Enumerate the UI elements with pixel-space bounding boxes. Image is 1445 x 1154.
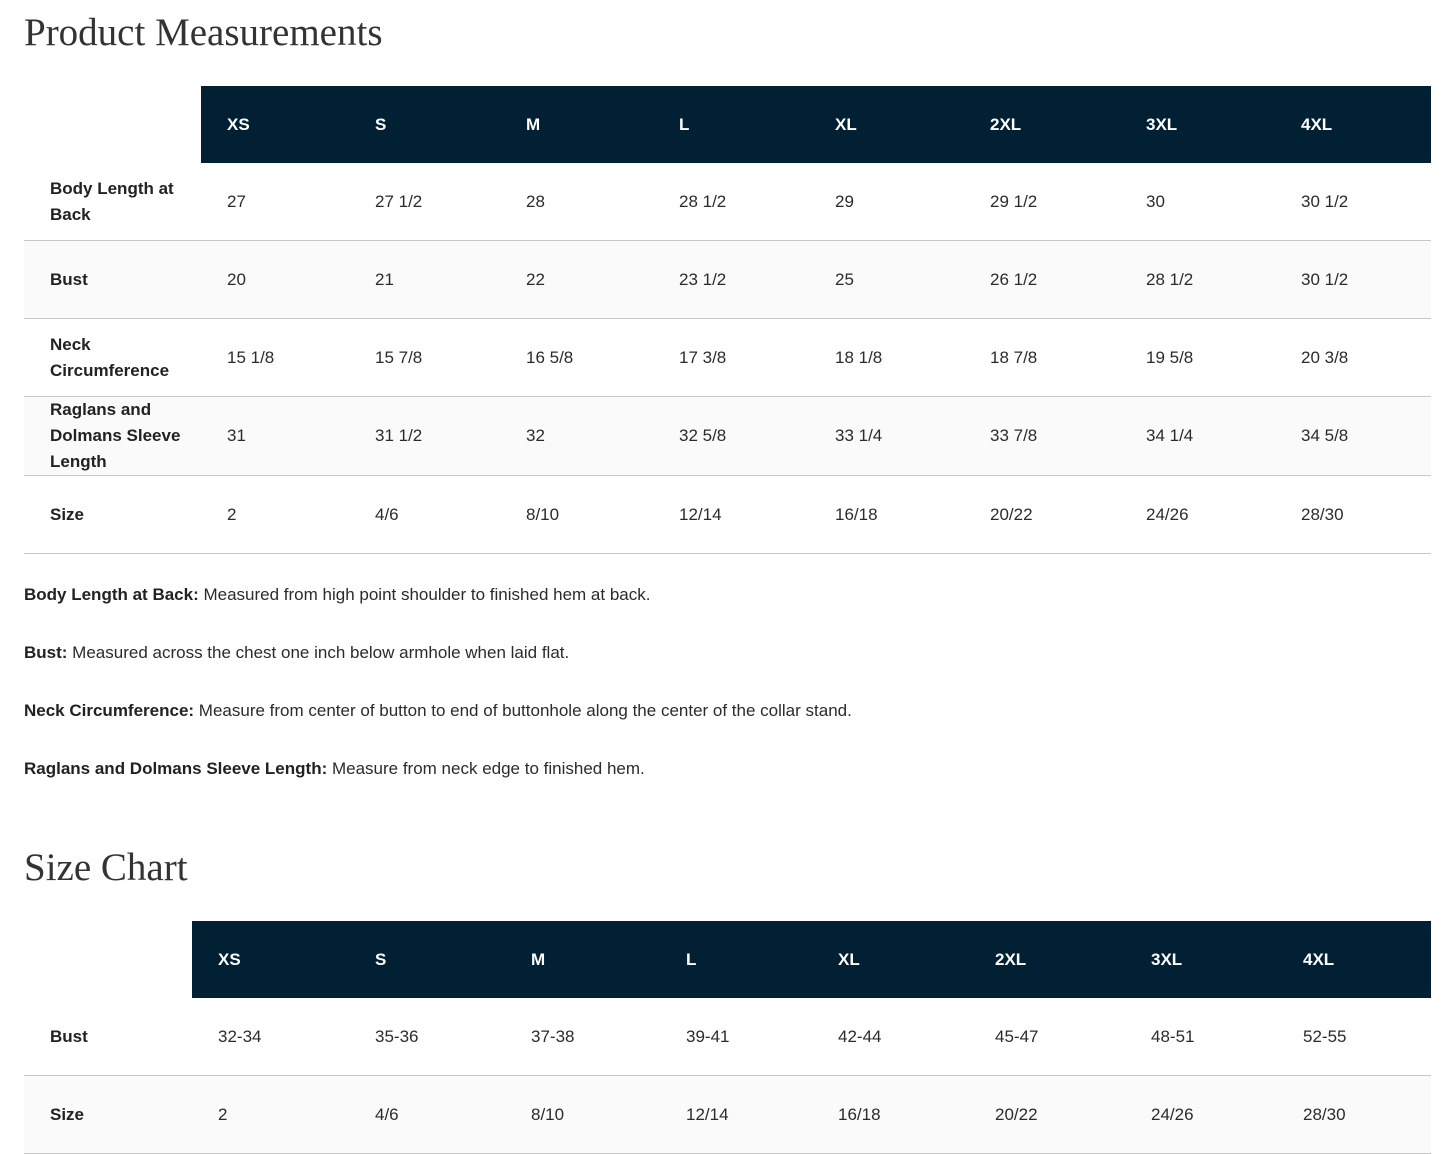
note-sleeve-length (24, 756, 1431, 814)
size-header-m: M (505, 921, 660, 998)
note-term: Raglans and Dolmans Sleeve Length: (24, 759, 328, 778)
table-row-bust (24, 241, 1431, 319)
table-cell: 20/22 (969, 1076, 1125, 1154)
size-header-s: S (349, 921, 505, 998)
table-cell: 29 (809, 163, 964, 241)
table-cell: 35-36 (349, 998, 505, 1076)
table-cell: 15 7/8 (349, 319, 500, 397)
table-cell: 28/30 (1277, 1076, 1431, 1154)
row-label: Size (24, 1076, 192, 1154)
table-cell: 8/10 (500, 476, 653, 554)
table-cell: 32 (500, 397, 653, 476)
table-cell: 26 1/2 (964, 241, 1120, 319)
table-cell: 16 5/8 (500, 319, 653, 397)
row-label: Neck Circumference (24, 319, 201, 397)
table-cell: 19 5/8 (1120, 319, 1275, 397)
table-row-bust (24, 998, 1431, 1076)
row-label: Bust (24, 998, 192, 1076)
size-header-2xl: 2XL (964, 86, 1120, 163)
measurement-notes (24, 582, 1431, 814)
size-header-2xl: 2XL (969, 921, 1125, 998)
note-term: Body Length at Back: (24, 585, 199, 604)
size-header-xs: XS (201, 86, 349, 163)
table-cell: 28 (500, 163, 653, 241)
header-corner-cell (24, 86, 201, 163)
size-header-l: L (653, 86, 809, 163)
note-body-length (24, 582, 1431, 640)
note-text: Measure from neck edge to finished hem. (327, 759, 645, 778)
table-cell: 31 (201, 397, 349, 476)
table-row-size (24, 1076, 1431, 1154)
note-text: Measure from center of button to end of buttonhole along the center of the collar stand. (194, 701, 852, 720)
table-cell: 16/18 (809, 476, 964, 554)
table-cell: 17 3/8 (653, 319, 809, 397)
table-row-size (24, 476, 1431, 554)
table-cell: 42-44 (812, 998, 969, 1076)
note-bust (24, 640, 1431, 698)
table-cell: 15 1/8 (201, 319, 349, 397)
table-header-row (24, 86, 1431, 163)
row-label: Body Length at Back (24, 163, 201, 241)
table-cell: 18 7/8 (964, 319, 1120, 397)
table-cell: 29 1/2 (964, 163, 1120, 241)
table-cell: 30 1/2 (1275, 241, 1431, 319)
table-cell: 2 (201, 476, 349, 554)
size-header-s: S (349, 86, 500, 163)
table-cell: 52-55 (1277, 998, 1431, 1076)
table-cell: 27 (201, 163, 349, 241)
table-row-sleeve-length (24, 397, 1431, 476)
note-text: Measured from high point shoulder to finished hem at back. (198, 585, 651, 604)
table-cell: 34 5/8 (1275, 397, 1431, 476)
size-header-4xl: 4XL (1275, 86, 1431, 163)
table-cell: 24/26 (1125, 1076, 1277, 1154)
table-cell: 25 (809, 241, 964, 319)
table-cell: 20/22 (964, 476, 1120, 554)
table-cell: 4/6 (349, 476, 500, 554)
table-row-neck-circumference (24, 319, 1431, 397)
table-cell: 48-51 (1125, 998, 1277, 1076)
size-chart-table (24, 921, 1431, 1154)
note-term: Bust: (24, 643, 68, 662)
table-cell: 24/26 (1120, 476, 1275, 554)
table-cell: 32-34 (192, 998, 349, 1076)
table-cell: 32 5/8 (653, 397, 809, 476)
table-cell: 28 1/2 (653, 163, 809, 241)
table-cell: 28 1/2 (1120, 241, 1275, 319)
table-cell: 21 (349, 241, 500, 319)
table-cell: 33 1/4 (809, 397, 964, 476)
table-cell: 30 (1120, 163, 1275, 241)
table-cell: 12/14 (653, 476, 809, 554)
row-label: Bust (24, 241, 201, 319)
size-header-4xl: 4XL (1277, 921, 1431, 998)
table-cell: 2 (192, 1076, 349, 1154)
table-cell: 12/14 (660, 1076, 812, 1154)
size-header-l: L (660, 921, 812, 998)
table-cell: 20 (201, 241, 349, 319)
table-cell: 34 1/4 (1120, 397, 1275, 476)
table-cell: 27 1/2 (349, 163, 500, 241)
product-measurements-table (24, 86, 1431, 554)
table-cell: 28/30 (1275, 476, 1431, 554)
table-cell: 4/6 (349, 1076, 505, 1154)
table-cell: 8/10 (505, 1076, 660, 1154)
size-header-m: M (500, 86, 653, 163)
size-header-xs: XS (192, 921, 349, 998)
size-header-xl: XL (809, 86, 964, 163)
table-cell: 37-38 (505, 998, 660, 1076)
size-header-xl: XL (812, 921, 969, 998)
row-label: Raglans and Dolmans Sleeve Length (24, 397, 201, 476)
table-cell: 16/18 (812, 1076, 969, 1154)
row-label: Size (24, 476, 201, 554)
note-text: Measured across the chest one inch below armhole when laid flat. (67, 643, 570, 662)
table-cell: 30 1/2 (1275, 163, 1431, 241)
table-header-row (24, 921, 1431, 998)
table-row-body-length (24, 163, 1431, 241)
table-cell: 45-47 (969, 998, 1125, 1076)
product-measurements-title: Product Measurements (24, 11, 383, 54)
note-neck-circumference (24, 698, 1431, 756)
table-cell: 39-41 (660, 998, 812, 1076)
header-corner-cell (24, 921, 192, 998)
size-header-3xl: 3XL (1125, 921, 1277, 998)
table-cell: 22 (500, 241, 653, 319)
table-cell: 20 3/8 (1275, 319, 1431, 397)
size-header-3xl: 3XL (1120, 86, 1275, 163)
size-chart-title: Size Chart (24, 846, 188, 889)
table-cell: 31 1/2 (349, 397, 500, 476)
table-cell: 23 1/2 (653, 241, 809, 319)
table-cell: 33 7/8 (964, 397, 1120, 476)
note-term: Neck Circumference: (24, 701, 195, 720)
table-cell: 18 1/8 (809, 319, 964, 397)
